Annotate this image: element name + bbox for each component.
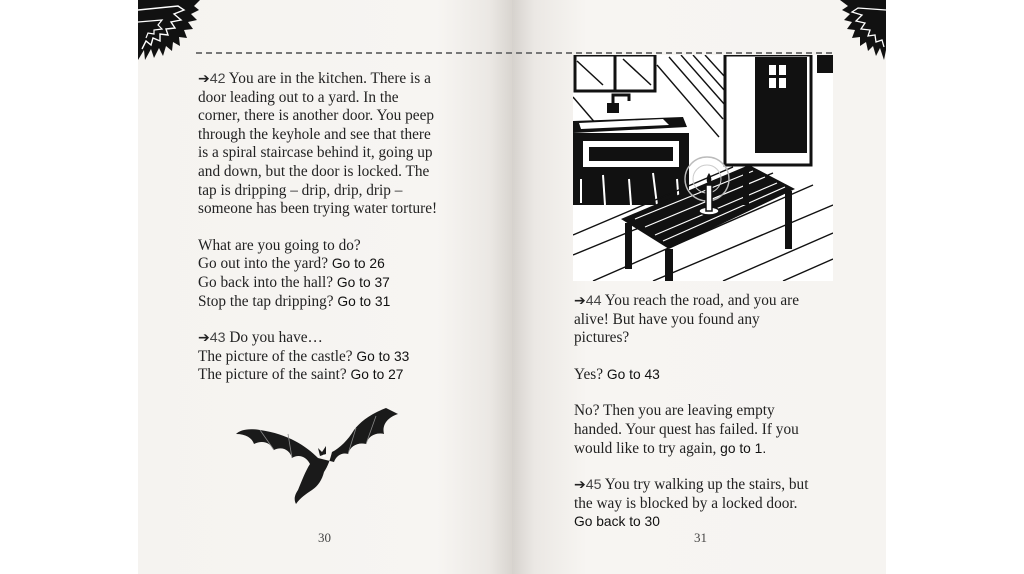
kitchen-illustration — [573, 55, 833, 281]
goto-link[interactable]: Go to 33 — [356, 348, 410, 364]
section-45 — [574, 476, 839, 532]
arrow-icon: ➔ — [198, 71, 210, 87]
goto-link[interactable]: Go to 26 — [331, 256, 385, 272]
text-line: tap is dripping – drip, drip, drip – — [198, 181, 403, 199]
text-line: pictures? — [574, 329, 630, 347]
text-line: alive! But have you found any — [574, 310, 760, 328]
choice-item[interactable] — [198, 274, 468, 293]
choice-text: The picture of the saint? — [198, 366, 347, 384]
text-line: someone has been trying water torture! — [198, 200, 438, 218]
text-line: You try walking up the stairs, but — [604, 476, 809, 494]
text-line: through the keyhole and see that there — [198, 125, 431, 143]
dashed-divider — [196, 52, 832, 54]
goto-link[interactable]: Go back to 30 — [574, 514, 660, 530]
choice-text: would like to try again, — [574, 439, 717, 457]
section-number: 44 — [585, 293, 602, 309]
section-42 — [198, 70, 468, 311]
goto-link[interactable]: Go to 43 — [606, 366, 660, 382]
goto-link[interactable]: go to 1. — [720, 440, 767, 456]
text-line: the way is blocked by a locked door. — [574, 494, 798, 512]
text-line: door leading out to a yard. In the — [198, 88, 399, 106]
arrow-icon: ➔ — [198, 330, 210, 347]
bat-illustration — [236, 408, 398, 504]
goto-link[interactable]: Go to 31 — [337, 293, 391, 309]
section-number: 43 — [209, 330, 226, 347]
choice-text: Go out into the yard? — [198, 255, 328, 273]
intro-text: Do you have… — [229, 329, 323, 347]
section-number: 42 — [209, 71, 226, 87]
choice-item[interactable] — [198, 366, 468, 385]
question-text: What are you going to do? — [198, 236, 361, 254]
section-43 — [198, 329, 468, 385]
starburst-icon — [840, 0, 886, 66]
choice-text: The picture of the castle? — [198, 347, 353, 365]
choice-text: Go back into the hall? — [198, 273, 334, 291]
section-number: 45 — [585, 477, 602, 494]
text-line: You reach the road, and you are — [604, 292, 800, 309]
choice-text: Stop the tap dripping? — [198, 292, 334, 310]
choice-item[interactable] — [198, 255, 468, 274]
choice-text: Yes? — [574, 365, 604, 383]
text-line: corner, there is another door. You peep — [198, 107, 435, 125]
section-44 — [574, 292, 839, 458]
page-number: 31 — [694, 530, 707, 545]
starburst-icon — [138, 0, 200, 66]
goto-link[interactable]: Go to 27 — [350, 367, 404, 383]
text-line: handed. Your quest has failed. If you — [574, 420, 799, 438]
section-44-45-text — [574, 292, 839, 532]
text-line: No? Then you are leaving empty — [574, 402, 775, 420]
choice-item[interactable] — [574, 366, 839, 385]
choice-item[interactable] — [198, 348, 468, 367]
text-line: and down, but the door is locked. The — [198, 162, 430, 180]
text-line: You are in the kitchen. There is a — [228, 70, 431, 87]
choice-item[interactable] — [198, 293, 468, 312]
text-line: is a spiral staircase behind it, going up — [198, 144, 433, 162]
page-number: 30 — [318, 530, 331, 545]
arrow-icon: ➔ — [574, 293, 586, 309]
section-42-43-text — [198, 70, 468, 385]
goto-link[interactable]: Go to 37 — [336, 274, 390, 290]
choice-item[interactable] — [574, 440, 839, 459]
arrow-icon: ➔ — [574, 477, 586, 494]
